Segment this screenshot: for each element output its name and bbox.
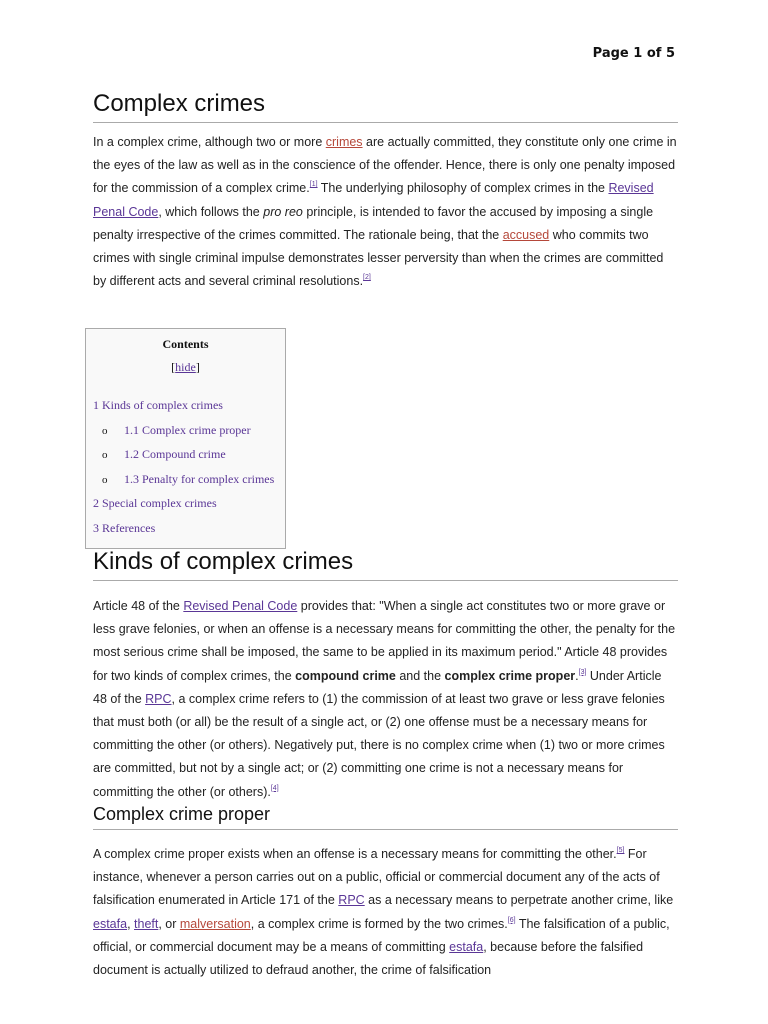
section-complex-crime-proper [93, 801, 678, 982]
s2-text-4: , [127, 916, 135, 931]
page-title: Complex crimes [93, 88, 678, 123]
ref-2[interactable]: [2] [363, 274, 371, 282]
toc-hide-link[interactable]: hide [175, 360, 196, 374]
intro-text-4: , which follows the [158, 204, 264, 219]
toc-hide-bracket-open: [ [171, 360, 176, 374]
toc-item-penalty[interactable] [86, 467, 285, 492]
pro-reo-text: pro reo [263, 204, 303, 219]
s2-text-7: The falsification of a public, official, or commercial document may be a means of committing [93, 916, 670, 954]
toc-item-complex-crime-proper[interactable] [86, 418, 285, 443]
s1-text-4: . [575, 668, 579, 683]
ref-5[interactable]: [5] [616, 847, 625, 854]
section-kinds-paragraph [93, 595, 678, 804]
page-number: Page 1 of 5 [592, 46, 675, 61]
link-rpc-2[interactable]: RPC [338, 893, 365, 908]
s1-text-3: and the [395, 668, 445, 683]
toc-list [86, 393, 285, 541]
link-accused[interactable]: accused [502, 227, 550, 242]
ref-4[interactable]: [4] [270, 784, 279, 792]
s2-text-5: , or [158, 916, 180, 931]
link-rpc[interactable]: RPC [145, 691, 172, 706]
ref-3[interactable]: [3] [578, 668, 587, 676]
ref-6[interactable]: [6] [507, 916, 516, 924]
s1-text-5: Under Article 48 of the [93, 668, 662, 706]
link-estafa[interactable]: estafa [93, 916, 128, 931]
ref-1[interactable]: [1] [309, 181, 318, 189]
section-kinds [93, 546, 678, 804]
toc-hide-bracket-close: ] [195, 360, 200, 374]
link-revised-penal-code-2[interactable]: Revised Penal Code [183, 599, 298, 613]
link-revised-penal-code[interactable]: Revised Penal Code [93, 181, 654, 219]
toc-item-label: 1.2 Compound crime [124, 447, 226, 462]
s2-text-8: , because before the falsified document is actually utilized to defraud another, the crime of falsification [93, 939, 644, 978]
toc-item-label: 1 Kinds of complex crimes [93, 398, 223, 412]
section-proper-paragraph [93, 843, 678, 982]
toc-item-references[interactable] [86, 516, 285, 541]
intro-paragraph [93, 131, 678, 293]
link-malversation[interactable]: malversation [179, 916, 251, 931]
section-heading-kinds: Kinds of complex crimes [93, 546, 678, 581]
s1-text-1: Article 48 of the [93, 599, 184, 613]
link-theft[interactable]: theft [134, 916, 159, 931]
intro-text-1: In a complex crime, although two or more [93, 135, 326, 149]
toc-item-compound-crime[interactable] [86, 442, 285, 467]
s2-text-6: , a complex crime is formed by the two crimes. [250, 916, 508, 931]
intro-text-6: who commits two crimes with single criminal impulse demonstrates lesser perversity than when the crimes are committed by different acts and several criminal resolutions. [93, 227, 664, 289]
section-heading-complex-crime-proper: Complex crime proper [93, 801, 678, 830]
intro-text-2: are actually committed, they constitute only one crime in the eyes of the law as well as in the conscience of the offender. Hence, there is only one penalty imposed for the commission of a complex crime. [93, 135, 677, 196]
toc-item-label: 3 References [93, 520, 156, 535]
toc-item-special[interactable] [86, 491, 285, 516]
link-crimes[interactable]: crimes [325, 135, 363, 149]
s2-text-3: as a necessary means to perpetrate another crime, like [364, 893, 674, 908]
toc-title: Contents [162, 337, 209, 351]
toc-item-label: 1.3 Penalty for complex crimes [124, 471, 275, 486]
bold-complex-crime-proper: complex crime proper [444, 668, 576, 683]
intro-text-5: principle, is intended to favor the accused by imposing a single penalty irrespective of the crimes committed. The rationale being, that the [93, 204, 654, 242]
article-top [93, 88, 678, 293]
s1-text-2: provides that: "When a single act constitutes two or more grave or less grave felonies, or when an offense is a necessary means for committing the other, the penalty for the most serious crime shall be imposed, the same to be applied in its maximum period." Article 48 provides for two kinds of complex crimes, the [93, 599, 676, 683]
toc-item-label: 1.1 Complex crime proper [124, 422, 251, 437]
table-of-contents [85, 328, 286, 549]
link-estafa-2[interactable]: estafa [449, 939, 484, 954]
bullet-icon: o [102, 473, 108, 486]
s1-text-6: , a complex crime refers to (1) the commission of at least two grave or less grave felonies that must both (or all) be the result of a single act, or (2) one offense must be a necessary means for committing the other (or others). Negatively put, there is no complex crime when (1) two or more crimes are committed, but not by a single act; or (2) committing one crime is not a necessary means for committing the other (or others). [93, 691, 665, 799]
bold-compound-crime: compound crime [295, 668, 396, 683]
toc-hide-control [86, 360, 285, 375]
toc-item-label: 2 Special complex crimes [93, 496, 217, 511]
s2-text-1: A complex crime proper exists when an offense is a necessary means for committing the other. [93, 847, 617, 861]
s2-text-2: For instance, whenever a person carries out on a public, official or commercial document any of the acts of falsification enumerated in Article 171 of the [93, 847, 660, 908]
toc-item-kinds[interactable] [86, 393, 285, 418]
bullet-icon: o [102, 449, 108, 462]
intro-text-3: The underlying philosophy of complex crimes in the [317, 181, 609, 196]
bullet-icon: o [102, 424, 108, 437]
